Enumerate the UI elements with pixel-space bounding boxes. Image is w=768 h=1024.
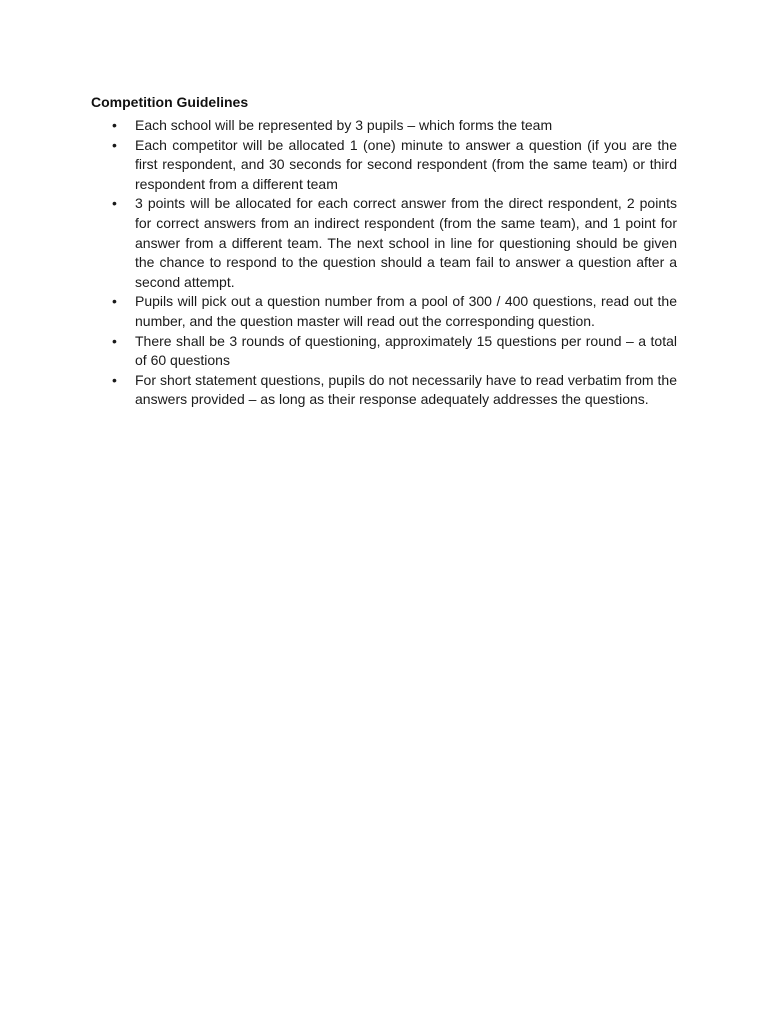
guideline-item: [91, 194, 677, 292]
guideline-item: [91, 116, 677, 136]
guideline-item: [91, 292, 677, 331]
guideline-text: Each school will be represented by 3 pupils – which forms the team: [135, 117, 553, 133]
guidelines-list: [91, 116, 677, 410]
guideline-text: Each competitor will be allocated 1 (one) minute to answer a question (if you are the first respondent, and 30 seconds for second respondent (from the same team) or third respondent from a different team: [135, 136, 677, 192]
document-content: [91, 93, 677, 410]
guideline-text: 3 points will be allocated for each correct answer from the direct respondent, 2 points for correct answers from an indirect respondent (from the same team), and 1 point for answer from a different team. The next school in line for questioning should be given the chance to respond to the question should a team fail to answer a question after a second attempt.: [135, 195, 677, 290]
bullet-icon: •: [112, 293, 117, 310]
guideline-item: [91, 332, 677, 371]
guideline-item: [91, 136, 677, 195]
guideline-text: Pupils will pick out a question number from a pool of 300 / 400 questions, read out the number, and the question master will read out the corresponding question.: [135, 293, 677, 329]
bullet-icon: •: [112, 195, 117, 212]
bullet-icon: •: [112, 332, 117, 349]
guideline-text: There shall be 3 rounds of questioning, approximately 15 questions per round – a total of 60 questions: [135, 332, 677, 369]
guideline-item: [91, 371, 677, 410]
bullet-icon: •: [112, 136, 117, 153]
page-title: Competition Guidelines: [91, 94, 249, 110]
bullet-icon: •: [112, 371, 117, 388]
bullet-icon: •: [112, 117, 117, 133]
guideline-text: For short statement questions, pupils do not necessarily have to read verbatim from the answers provided – as long as their response adequately addresses the questions.: [135, 371, 677, 408]
